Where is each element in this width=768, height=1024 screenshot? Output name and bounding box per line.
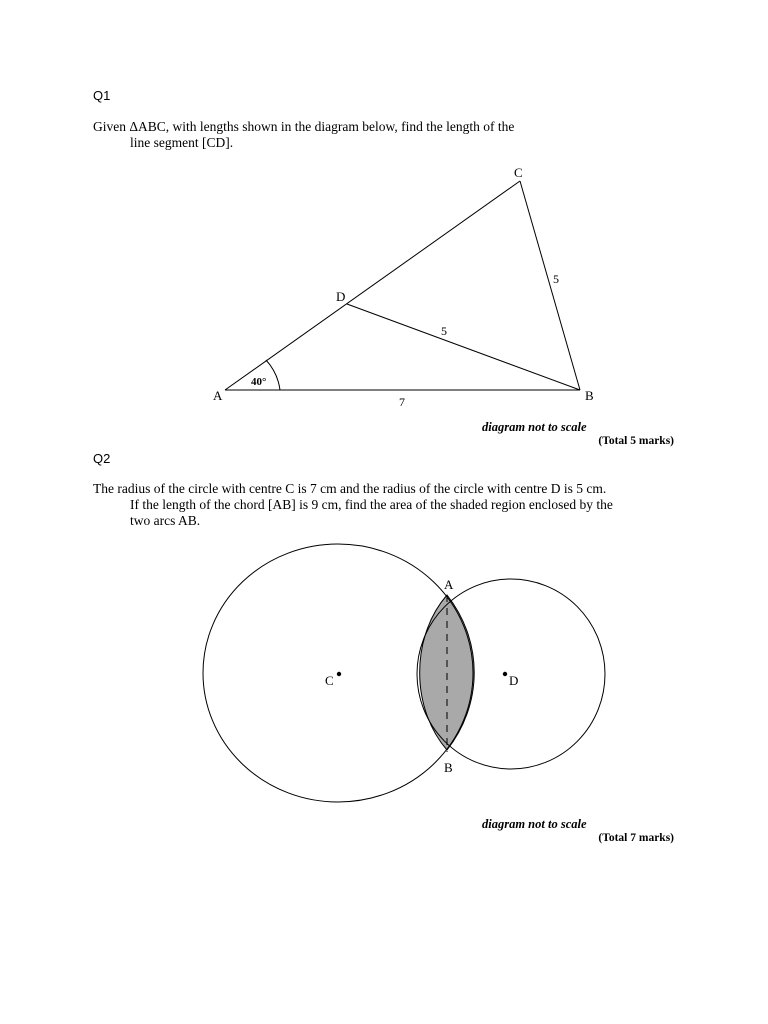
point-label-b: B	[585, 388, 594, 403]
point-label-d: D	[509, 673, 519, 688]
length-label-db: 5	[441, 324, 447, 338]
question-1-label: Q1	[93, 88, 111, 103]
question-1-scale-note: diagram not to scale	[482, 420, 587, 434]
question-1-line-2: line segment [CD].	[130, 135, 234, 150]
point-label-b: B	[444, 760, 453, 775]
point-label-c: C	[514, 165, 523, 180]
question-1-line-1: Given ΔABC, with lengths shown in the diagram below, find the length of the	[93, 119, 515, 134]
question-2-label: Q2	[93, 451, 111, 466]
question-2-line-1: The radius of the circle with centre C is 7 cm and the radius of the circle with centre D is 5 cm.	[93, 481, 607, 496]
centre-dot-c	[337, 672, 341, 676]
length-label-cb: 5	[553, 272, 559, 286]
question-2-marks: (Total 7 marks)	[598, 832, 674, 844]
point-label-d: D	[336, 289, 346, 304]
angle-label-a: 40°	[251, 376, 267, 388]
point-label-a: A	[444, 577, 454, 592]
question-2-line-2: If the length of the chord [AB] is 9 cm, find the area of the shaded region enclosed by the	[130, 497, 613, 512]
point-label-c: C	[325, 673, 334, 688]
question-2-line-3: two arcs AB.	[130, 513, 201, 528]
question-2-scale-note: diagram not to scale	[482, 817, 587, 831]
point-label-a: A	[213, 388, 223, 403]
centre-dot-d	[503, 672, 507, 676]
question-1-marks: (Total 5 marks)	[598, 435, 674, 447]
length-label-ab: 7	[399, 395, 405, 409]
